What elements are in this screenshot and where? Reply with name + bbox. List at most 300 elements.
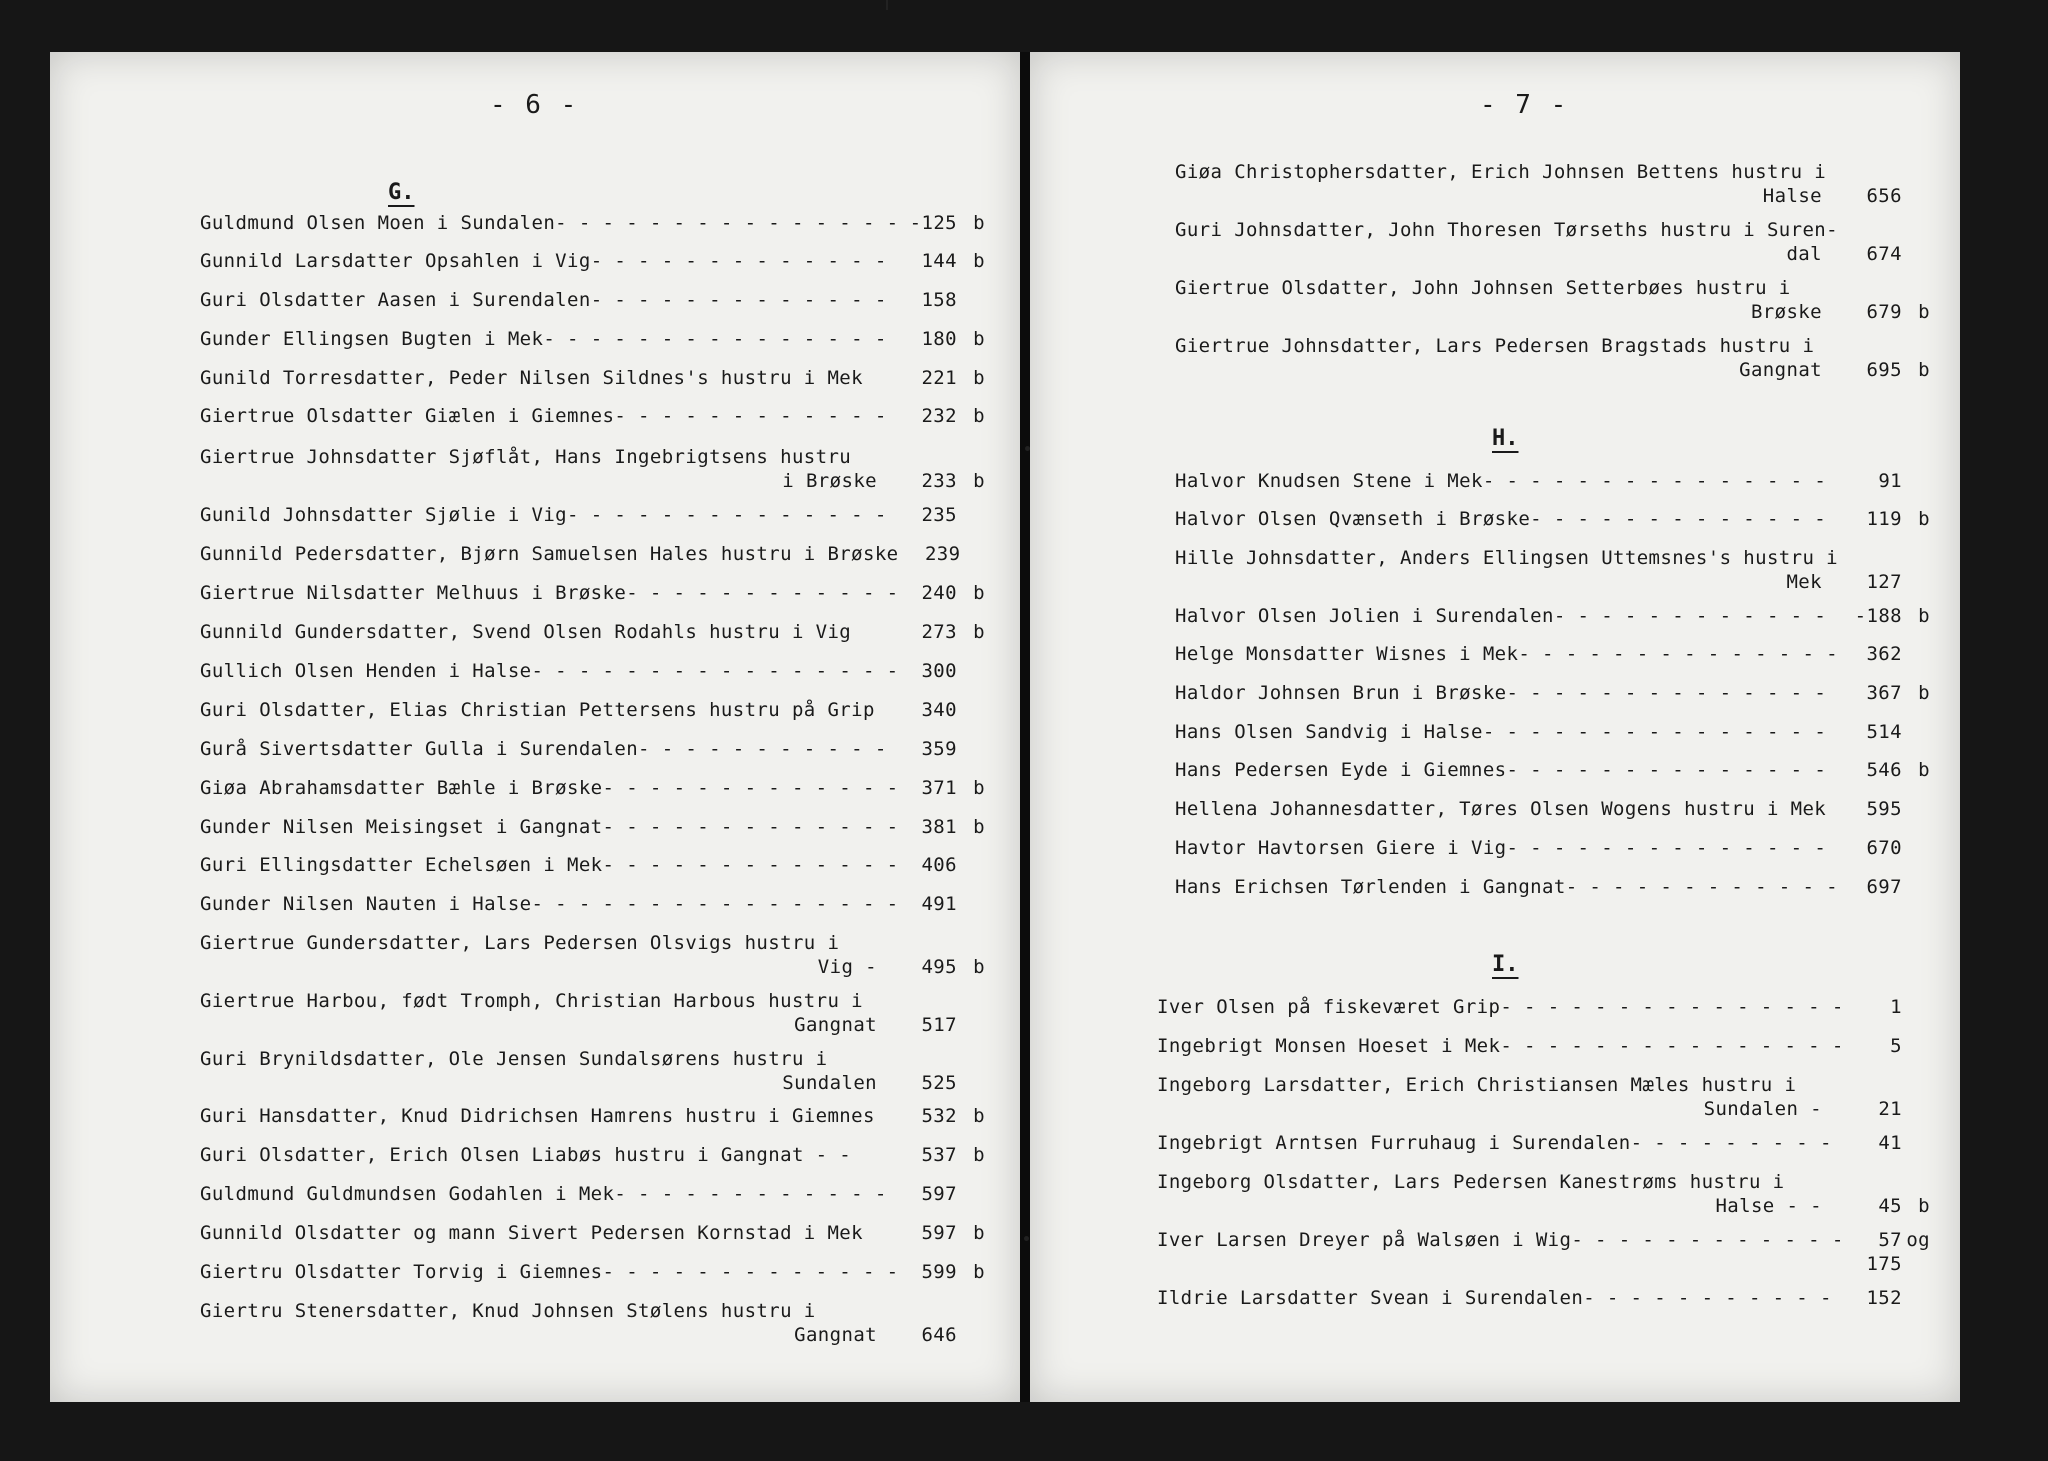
entry-page-number: 697 (1866, 876, 1902, 898)
entry-name: Giøa Abrahamsdatter Bæhle i Brøske (200, 777, 603, 799)
entry-name: Giertrue Gundersdatter, Lars Pedersen Olsvigs hustru i (200, 932, 840, 954)
entry-line (200, 404, 985, 428)
entry-suffix: b (1918, 1195, 1930, 1217)
leader-dashes (1571, 1228, 1840, 1252)
leader-dashes (1483, 469, 1840, 493)
index-entry (200, 1182, 985, 1206)
entry-name: Ingebrigt Arntsen Furruhaug i Surendalen (1157, 1132, 1631, 1154)
index-entry (1157, 995, 1930, 1019)
index-entry (1175, 160, 1930, 208)
entry-name: Guri Brynildsdatter, Ole Jensen Sundalsørens hustru i (200, 1048, 828, 1070)
section-heading-g: G. (388, 180, 415, 205)
leader-dashes (1507, 758, 1841, 782)
entry-line (200, 1221, 985, 1245)
page-number: - 7 - (1480, 90, 1569, 120)
index-entry (1175, 797, 1930, 821)
entry-page-number: 495 (921, 956, 957, 978)
entry-name: Gunder Ellingsen Bugten i Mek (200, 328, 544, 350)
entry-suffix (1902, 1034, 1930, 1058)
leader-dashes (532, 659, 896, 683)
entry-line (200, 249, 985, 273)
entry-name: Guri Hansdatter, Knud Didrichsen Hamrens hustru i Giemnes (200, 1105, 875, 1127)
entry-suffix: b (973, 1222, 985, 1244)
leader-dashes (1518, 642, 1840, 666)
entry-suffix: b (973, 1144, 985, 1166)
entry-suffix (957, 1182, 985, 1206)
entry-page-number: 514 (1866, 721, 1902, 743)
index-entry (200, 445, 985, 493)
entry-page-number: 91 (1878, 470, 1902, 492)
entry-line (200, 659, 985, 683)
entry-name: Guri Olsdatter Aasen i Surendalen (200, 289, 591, 311)
entry-location: Mek (1786, 571, 1822, 593)
index-entry (200, 776, 985, 800)
index-entry (200, 1299, 985, 1347)
index-entry (1175, 642, 1930, 666)
entry-location: Gangnat (1739, 359, 1822, 381)
entry-suffix (1902, 1097, 1930, 1121)
entry-page-number: 371 (921, 777, 957, 799)
index-entry (200, 581, 985, 605)
entry-name: Giertru Stenersdatter, Knud Johnsen Stølens hustru i (200, 1300, 816, 1322)
entry-suffix: b (1918, 605, 1930, 627)
entry-page-number: 239 (924, 543, 961, 565)
entry-line (200, 737, 985, 761)
entry-line-continued (1175, 570, 1930, 594)
entry-name: Gunnild Gundersdatter, Svend Olsen Rodahls hustru i Vig (200, 621, 852, 643)
entry-page-number: 406 (921, 854, 957, 876)
index-entry (1157, 1034, 1930, 1058)
entry-suffix (1902, 642, 1930, 666)
entry-suffix: b (973, 816, 985, 838)
entry-name: Halvor Olsen Jolien i Surendalen (1175, 605, 1554, 627)
entry-page-number: 340 (921, 699, 957, 721)
entry-suffix: b (1918, 682, 1930, 704)
entry-line-continued (1175, 300, 1930, 324)
index-entry (1175, 681, 1930, 705)
index-entry (1175, 334, 1930, 382)
index-entry (200, 737, 985, 761)
entry-name: Gurå Sivertsdatter Gulla i Surendalen (200, 738, 639, 760)
index-entry (200, 620, 985, 644)
entry-line (200, 1104, 985, 1128)
entry-name: Gunnild Larsdatter Opsahlen i Vig (200, 250, 591, 272)
index-entry (1175, 604, 1930, 628)
entry-suffix (957, 853, 985, 877)
entry-name: Giertrue Olsdatter Giælen i Giemnes (200, 405, 615, 427)
entry-line (200, 698, 985, 722)
entry-suffix (957, 698, 985, 722)
entry-page-number: 679 (1866, 301, 1902, 323)
entry-line (1157, 995, 1930, 1019)
leader-dashes (1566, 875, 1840, 899)
entry-line-continued (200, 1013, 985, 1037)
entry-suffix (1902, 875, 1930, 899)
leader-dashes (1483, 720, 1840, 744)
leader-dashes (543, 327, 895, 351)
entry-suffix: b (973, 405, 985, 427)
leader-dashes (1507, 836, 1841, 860)
entry-suffix (1902, 184, 1930, 208)
entry-name: Hille Johnsdatter, Anders Ellingsen Uttemsnes's hustru i (1175, 547, 1838, 569)
leader-space (851, 620, 895, 644)
entry-suffix (957, 892, 985, 916)
entry-line (1175, 604, 1930, 628)
book-gutter (1020, 52, 1030, 1402)
entry-line (1175, 836, 1930, 860)
entry-location: Halse (1762, 185, 1822, 207)
entry-line (1157, 1131, 1930, 1155)
entry-page-number: 517 (921, 1014, 957, 1036)
entry-page-number: 180 (921, 328, 957, 350)
entry-line (1175, 546, 1930, 570)
entry-page-number: 546 (1866, 759, 1902, 781)
entry-location: Brøske (1750, 301, 1822, 323)
entry-line (1175, 797, 1930, 821)
leader-space (1157, 1252, 1840, 1276)
leader-dashes (1583, 1286, 1840, 1310)
entry-suffix (961, 542, 989, 566)
entry-location: Vig - (817, 956, 877, 978)
entry-page-number: 674 (1866, 243, 1902, 265)
entry-suffix: b (973, 1261, 985, 1283)
index-entry (200, 698, 985, 722)
leader-space (875, 698, 895, 722)
entry-name: Giertrue Johnsdatter, Lars Pedersen Bragstads hustru i (1175, 335, 1815, 357)
leader-space (1826, 797, 1840, 821)
entry-page-number: 57 (1878, 1229, 1902, 1251)
entry-name: Giertrue Nilsdatter Melhuus i Brøske (200, 582, 627, 604)
index-entry (200, 892, 985, 916)
entry-name: Guri Olsdatter, Erich Olsen Liabøs hustru i Gangnat - - (200, 1144, 852, 1166)
leader-dashes (1530, 507, 1840, 531)
index-entry (200, 659, 985, 683)
leader-dashes (567, 503, 895, 527)
entry-page-number: -188 (1854, 605, 1902, 627)
entry-name: Halvor Knudsen Stene i Mek (1175, 470, 1483, 492)
entry-line-continued (200, 469, 985, 493)
entry-line (1175, 875, 1930, 899)
entry-location: Halse - - (1715, 1195, 1822, 1217)
index-entry (200, 404, 985, 428)
entry-suffix: b (973, 1105, 985, 1127)
index-entry (200, 853, 985, 877)
entry-page-number: 656 (1866, 185, 1902, 207)
index-entry (1175, 218, 1930, 266)
entry-page-number: 491 (921, 893, 957, 915)
entry-name: Gunder Nilsen Nauten i Halse (200, 893, 532, 915)
entry-suffix (1902, 797, 1930, 821)
entry-page-number: 273 (921, 621, 957, 643)
index-entry (200, 327, 985, 351)
entry-name: Ingebrigt Monsen Hoeset i Mek (1157, 1035, 1501, 1057)
entry-line (1175, 469, 1930, 493)
entry-suffix (957, 1013, 985, 1037)
entry-suffix: b (1918, 359, 1930, 381)
entry-page-number: 532 (921, 1105, 957, 1127)
entry-name: Guri Johnsdatter, John Thoresen Tørseths hustru i Suren- (1175, 219, 1838, 241)
entry-suffix: b (973, 250, 985, 272)
entry-page-number: 597 (921, 1183, 957, 1205)
entry-name: Giertrue Harbou, født Tromph, Christian Harbous hustru i (200, 990, 863, 1012)
entry-page-number: 1 (1890, 996, 1902, 1018)
entry-page-number: 41 (1878, 1132, 1902, 1154)
entry-page-number: 5 (1890, 1035, 1902, 1057)
index-entry (200, 1221, 985, 1245)
entry-location: Gangnat (794, 1324, 877, 1346)
entry-page-number: 695 (1866, 359, 1902, 381)
entry-name: Giertrue Olsdatter, John Johnsen Setterbøes hustru i (1175, 277, 1791, 299)
entry-location: dal (1786, 243, 1822, 265)
leader-dashes (1500, 995, 1840, 1019)
leader-space (863, 366, 895, 390)
entry-suffix: b (973, 367, 985, 389)
entry-page-number: 158 (921, 289, 957, 311)
entry-name: Giertrue Johnsdatter Sjøflåt, Hans Ingebrigtsens hustru (200, 446, 852, 468)
leader-dashes (1507, 681, 1841, 705)
index-entry (1175, 276, 1930, 324)
entry-name: Hellena Johannesdatter, Tøres Olsen Wogens hustru i Mek (1175, 798, 1827, 820)
index-entry (200, 1104, 985, 1128)
entry-page-number: 127 (1866, 571, 1902, 593)
entry-name: Helge Monsdatter Wisnes i Mek (1175, 643, 1519, 665)
entry-page-number: 300 (921, 660, 957, 682)
entry-suffix: b (1918, 508, 1930, 530)
entry-line-continued (1175, 358, 1930, 382)
entry-page-number: 235 (921, 504, 957, 526)
page-number: - 6 - (490, 90, 579, 120)
leader-dashes (638, 737, 895, 761)
entry-name: Guri Olsdatter, Elias Christian Pettersens hustru på Grip (200, 699, 875, 721)
entry-name: Havtor Havtorsen Giere i Vig (1175, 837, 1507, 859)
entry-suffix: b (973, 470, 985, 492)
index-entry (200, 288, 985, 312)
entry-page-number: 221 (921, 367, 957, 389)
entry-name: Gunild Torresdatter, Peder Nilsen Sildnes's hustru i Mek (200, 367, 863, 389)
entry-suffix: b (1918, 301, 1930, 323)
entry-line-continued (1175, 184, 1930, 208)
entry-line-continued (1157, 1252, 1930, 1276)
entry-line (200, 288, 985, 312)
entry-line-continued (200, 955, 985, 979)
entry-suffix (957, 503, 985, 527)
entry-suffix: b (1918, 759, 1930, 781)
leader-dashes (532, 892, 896, 916)
entry-suffix (1902, 836, 1930, 860)
entry-page-number: 152 (1866, 1287, 1902, 1309)
index-entry (1157, 1073, 1930, 1121)
entry-name: Giertru Olsdatter Torvig i Giemnes (200, 1261, 603, 1283)
index-entry (200, 366, 985, 390)
entry-suffix (957, 1323, 985, 1347)
entry-name: Ildrie Larsdatter Svean i Surendalen (1157, 1287, 1584, 1309)
entry-line-continued (1157, 1097, 1930, 1121)
entry-line (200, 892, 985, 916)
entry-line-continued (200, 1323, 985, 1347)
entry-line (200, 776, 985, 800)
entry-line (200, 815, 985, 839)
entry-page-number: 670 (1866, 837, 1902, 859)
leader-space (863, 1221, 895, 1245)
entry-name: Gunnild Pedersdatter, Bjørn Samuelsen Hales hustru i Brøske (200, 543, 899, 565)
leader-dashes (614, 404, 895, 428)
entry-suffix (1902, 570, 1930, 594)
entry-suffix (957, 1071, 985, 1095)
entry-line (200, 1047, 985, 1071)
entry-line (1157, 1286, 1930, 1310)
entry-suffix (1902, 1286, 1930, 1310)
entry-suffix (1902, 720, 1930, 744)
entry-suffix (957, 659, 985, 683)
entry-page-number: 595 (1866, 798, 1902, 820)
entry-location: Sundalen - (1703, 1098, 1822, 1120)
index-entry (200, 931, 985, 979)
entry-location: Gangnat (794, 1014, 877, 1036)
section-heading-h: H. (1492, 426, 1519, 451)
entry-suffix: og (1906, 1229, 1930, 1251)
index-entry (200, 542, 985, 566)
index-entry (1157, 1131, 1930, 1155)
entry-line (200, 620, 985, 644)
index-entry (200, 1143, 985, 1167)
entry-page-number: -125 (909, 212, 957, 234)
entry-line (1157, 1034, 1930, 1058)
leader-dashes (603, 1260, 895, 1284)
leader-dashes (1631, 1131, 1840, 1155)
entry-line (200, 1260, 985, 1284)
entry-suffix (1902, 1131, 1930, 1155)
entry-suffix: b (973, 777, 985, 799)
entry-page-number: 367 (1866, 682, 1902, 704)
entry-suffix: b (973, 582, 985, 604)
entry-line (200, 503, 985, 527)
entry-page-number: 144 (921, 250, 957, 272)
index-entry (200, 249, 985, 273)
entry-suffix: b (973, 212, 985, 234)
entry-line (1175, 720, 1930, 744)
entry-suffix (1902, 995, 1930, 1019)
entry-line-continued (1157, 1194, 1930, 1218)
leader-dashes (603, 853, 895, 877)
entry-name: Gunild Johnsdatter Sjølie i Vig (200, 504, 568, 526)
entry-line (200, 581, 985, 605)
entry-line-continued (1175, 242, 1930, 266)
entry-line (200, 327, 985, 351)
entry-page-number: 599 (921, 1261, 957, 1283)
entry-page-number-extra: 175 (1866, 1253, 1902, 1275)
entry-suffix (957, 288, 985, 312)
entry-name: Haldor Johnsen Brun i Brøske (1175, 682, 1507, 704)
entry-page-number: 537 (921, 1144, 957, 1166)
entry-line (1175, 334, 1930, 358)
entry-line (200, 366, 985, 390)
entry-page-number: 21 (1878, 1098, 1902, 1120)
entry-name: Iver Larsen Dreyer på Walsøen i Wig (1157, 1229, 1572, 1251)
entry-page-number: 381 (921, 816, 957, 838)
entry-line (200, 211, 985, 235)
entry-name: Halvor Olsen Qvænseth i Brøske (1175, 508, 1531, 530)
entry-line (1175, 218, 1930, 242)
entry-line (1157, 1170, 1930, 1194)
entry-page-number: 646 (921, 1324, 957, 1346)
leader-dashes (603, 776, 895, 800)
leader-dashes (603, 815, 895, 839)
entry-suffix: b (973, 328, 985, 350)
entry-name: Gunnild Olsdatter og mann Sivert Pedersen Kornstad i Mek (200, 1222, 863, 1244)
entry-page-number: 240 (921, 582, 957, 604)
entry-page-number: 597 (921, 1222, 957, 1244)
entry-name: Hans Olsen Sandvig i Halse (1175, 721, 1483, 743)
entry-line (200, 931, 985, 955)
entry-line (200, 1143, 985, 1167)
entry-page-number: 525 (921, 1072, 957, 1094)
index-entry (200, 989, 985, 1037)
entry-page-number: 119 (1866, 508, 1902, 530)
index-entry (1175, 836, 1930, 860)
entry-suffix: b (973, 956, 985, 978)
index-entry (1175, 720, 1930, 744)
index-entry (1157, 1228, 1930, 1276)
entry-page-number: 45 (1878, 1195, 1902, 1217)
binding-mark (886, 0, 888, 10)
entry-line (200, 853, 985, 877)
entry-line (1175, 642, 1930, 666)
index-entry (200, 1260, 985, 1284)
leader-dashes (591, 249, 895, 273)
entry-location: Sundalen (782, 1072, 877, 1094)
leader-dashes (626, 581, 895, 605)
entry-location: i Brøske (782, 470, 877, 492)
entry-suffix (1902, 469, 1930, 493)
entry-page-number: 359 (921, 738, 957, 760)
entry-name: Giøa Christophersdatter, Erich Johnsen Bettens hustru i (1175, 161, 1827, 183)
entry-line (200, 542, 985, 566)
entry-line (1175, 160, 1930, 184)
entry-name: Guldmund Olsen Moen i Sundalen (200, 212, 556, 234)
left-page (50, 52, 1020, 1402)
leader-dashes (1500, 1034, 1840, 1058)
entry-page-number: 233 (921, 470, 957, 492)
index-entry (200, 503, 985, 527)
binding-mark (1024, 1236, 1029, 1241)
entry-name: Hans Pedersen Eyde i Giemnes (1175, 759, 1507, 781)
entry-page-number: 362 (1866, 643, 1902, 665)
entry-name: Hans Erichsen Tørlenden i Gangnat (1175, 876, 1566, 898)
entry-line (1157, 1228, 1930, 1252)
index-entry (1175, 875, 1930, 899)
leader-dashes (614, 1182, 895, 1206)
entry-line (200, 1182, 985, 1206)
entry-line (1157, 1073, 1930, 1097)
index-entry (1175, 507, 1930, 531)
entry-suffix: b (973, 621, 985, 643)
entry-name: Guldmund Guldmundsen Godahlen i Mek (200, 1183, 615, 1205)
leader-dashes (555, 211, 895, 235)
index-entry (200, 211, 985, 235)
leader-dashes (591, 288, 895, 312)
right-page (1030, 52, 1960, 1402)
index-entry (1157, 1170, 1930, 1218)
entry-line (1175, 507, 1930, 531)
entry-suffix (957, 737, 985, 761)
entry-name: Iver Olsen på fiskeværet Grip (1157, 996, 1501, 1018)
index-entry (200, 815, 985, 839)
section-heading-i: I. (1492, 952, 1519, 977)
index-entry (200, 1047, 985, 1095)
entry-page-number: 232 (921, 405, 957, 427)
entry-name: Ingeborg Olsdatter, Lars Pedersen Kanestrøms hustru i (1157, 1171, 1785, 1193)
entry-name: Gullich Olsen Henden i Halse (200, 660, 532, 682)
